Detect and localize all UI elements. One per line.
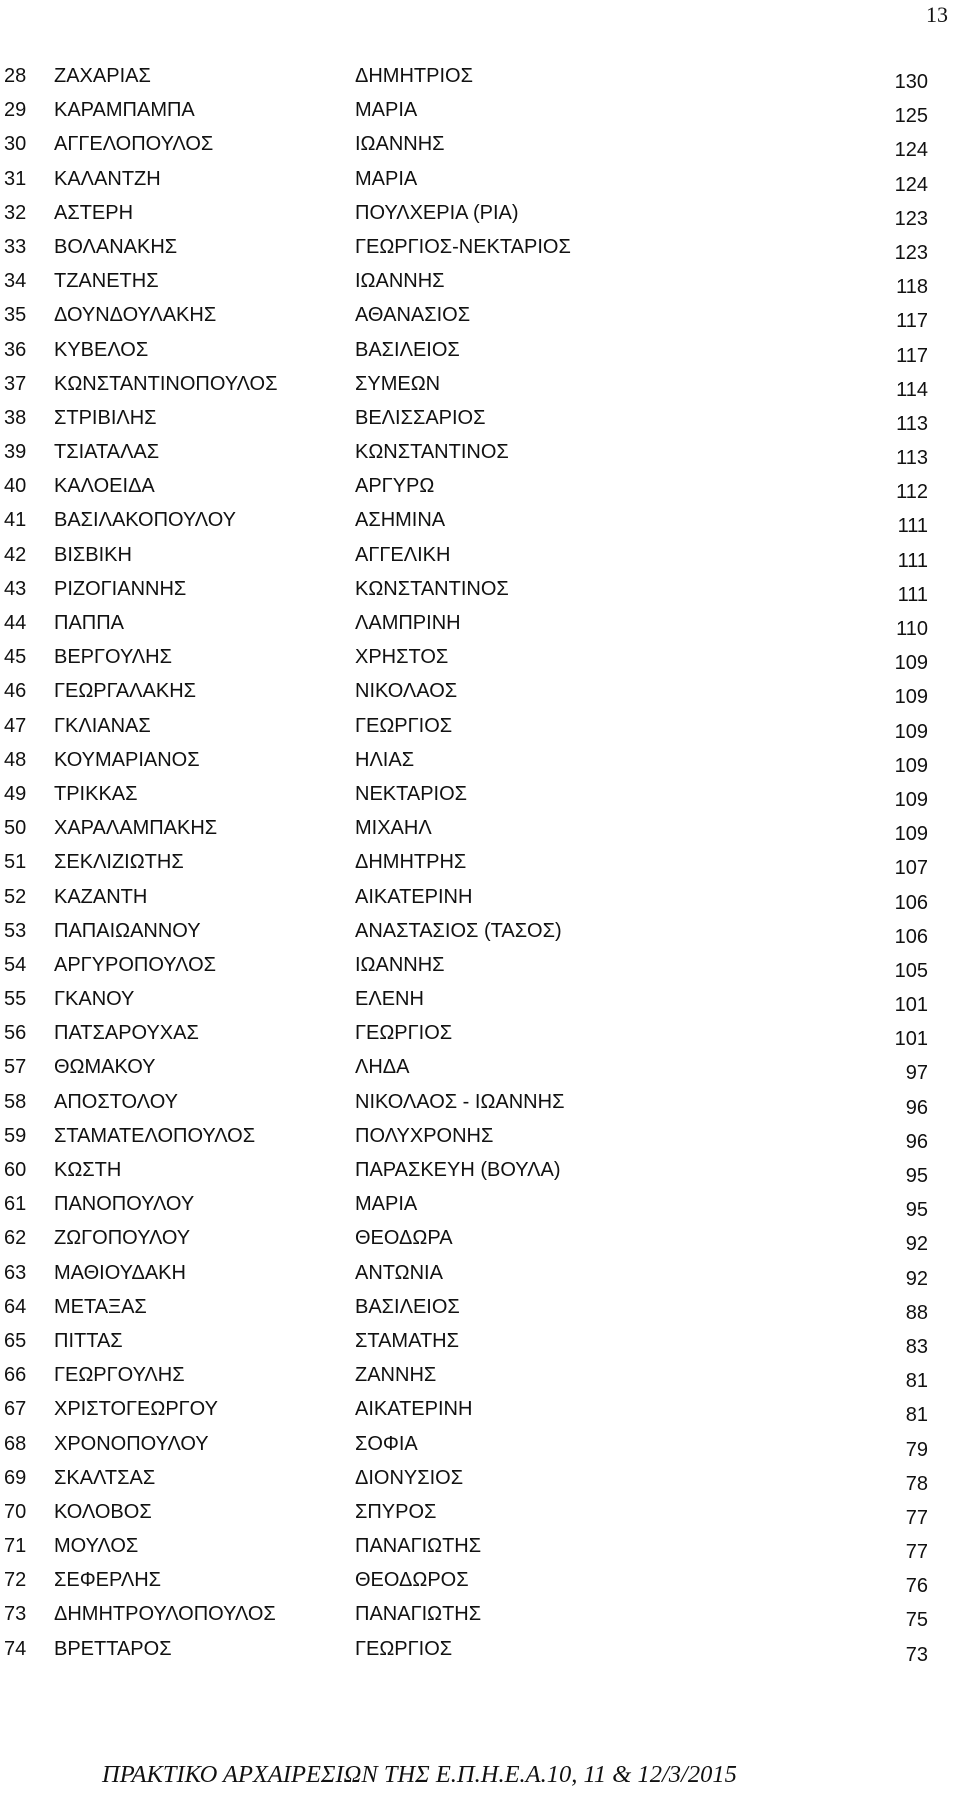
votes-cell: 111 (897, 583, 928, 606)
firstname-cell: ΛΗΔΑ (355, 1056, 410, 1079)
firstname-cell: ΓΕΩΡΓΙΟΣ-ΝΕΚΤΑΡΙΟΣ (355, 235, 571, 258)
votes-cell: 105 (894, 959, 928, 982)
firstname-cell: ΘΕΟΔΩΡΑ (355, 1227, 453, 1250)
surname-cell: ΚΑΛΑΝΤΖΗ (54, 167, 161, 190)
surname-cell: ΡΙΖΟΓΙΑΝΝΗΣ (54, 577, 187, 600)
votes-cell: 112 (896, 481, 928, 504)
row-number: 47 (4, 714, 27, 737)
table-row (0, 235, 960, 269)
surname-cell: ΠΑΝΟΠΟΥΛΟΥ (54, 1193, 195, 1216)
surname-cell: ΤΡΙΚΚΑΣ (54, 782, 138, 805)
row-number: 73 (4, 1603, 27, 1626)
table-row (0, 850, 960, 884)
votes-cell: 78 (905, 1472, 928, 1495)
firstname-cell: ΕΛΕΝΗ (355, 988, 424, 1011)
firstname-cell: ΘΕΟΔΩΡΟΣ (355, 1569, 469, 1592)
row-number: 49 (4, 782, 27, 805)
votes-cell: 109 (894, 788, 928, 811)
votes-cell: 111 (897, 549, 928, 572)
firstname-cell: ΣΟΦΙΑ (355, 1432, 418, 1455)
votes-cell: 109 (894, 823, 928, 846)
row-number: 67 (4, 1398, 27, 1421)
votes-cell: 88 (905, 1301, 928, 1324)
table-row (0, 1363, 960, 1397)
firstname-cell: ΝΙΚΟΛΑΟΣ (355, 680, 458, 703)
votes-cell: 123 (894, 207, 928, 230)
table-row (0, 782, 960, 816)
row-number: 60 (4, 1159, 27, 1181)
row-number: 53 (4, 919, 27, 942)
votes-cell: 75 (905, 1609, 928, 1632)
votes-cell: 118 (896, 276, 928, 299)
votes-cell: 130 (894, 71, 928, 93)
votes-cell: 111 (897, 515, 928, 538)
row-number: 40 (4, 475, 27, 498)
surname-cell: ΑΡΓΥΡΟΠΟΥΛΟΣ (54, 953, 217, 976)
table-row (0, 98, 960, 132)
votes-cell: 81 (905, 1404, 928, 1427)
table-row (0, 1226, 960, 1260)
surname-cell: ΚΩΝΣΤΑΝΤΙΝΟΠΟΥΛΟΣ (54, 372, 278, 395)
firstname-cell: ΖΑΝΝΗΣ (355, 1364, 437, 1387)
table-row (0, 201, 960, 235)
table-row (0, 440, 960, 474)
row-number: 61 (4, 1193, 27, 1216)
firstname-cell: ΑΝΑΣΤΑΣΙΟΣ (ΤΑΣΟΣ) (355, 919, 562, 942)
row-number: 42 (4, 543, 27, 566)
surname-cell: ΔΟΥΝΔΟΥΛΑΚΗΣ (54, 304, 217, 327)
firstname-cell: ΝΕΚΤΑΡΙΟΣ (355, 782, 468, 805)
table-row (0, 508, 960, 542)
firstname-cell: ΒΑΣΙΛΕΙΟΣ (355, 338, 460, 361)
surname-cell: ΚΥΒΕΛΟΣ (54, 338, 149, 361)
row-number: 30 (4, 133, 27, 156)
surname-cell: ΒΑΣΙΛΑΚΟΠΟΥΛΟΥ (54, 509, 236, 532)
candidate-list (0, 64, 960, 1671)
surname-cell: ΣΚΑΛΤΣΑΣ (54, 1466, 156, 1489)
table-row (0, 885, 960, 919)
row-number: 63 (4, 1261, 27, 1284)
table-row (0, 132, 960, 166)
row-number: 52 (4, 885, 27, 908)
votes-cell: 107 (894, 857, 928, 880)
table-row (0, 816, 960, 850)
row-number: 35 (4, 304, 27, 327)
surname-cell: ΠΙΤΤΑΣ (54, 1329, 123, 1352)
surname-cell: ΤΣΙΑΤΑΛΑΣ (54, 441, 160, 464)
firstname-cell: ΑΓΓΕΛΙΚΗ (355, 543, 451, 566)
votes-cell: 101 (894, 994, 928, 1017)
surname-cell: ΒΕΡΓΟΥΛΗΣ (54, 646, 172, 669)
votes-cell: 77 (905, 1541, 928, 1564)
surname-cell: ΓΕΩΡΓΟΥΛΗΣ (54, 1364, 185, 1387)
firstname-cell: ΠΟΛΥΧΡΟΝΗΣ (355, 1124, 494, 1147)
firstname-cell: ΠΟΥΛΧΕΡΙΑ (ΡΙΑ) (355, 201, 519, 224)
firstname-cell: ΗΛΙΑΣ (355, 748, 415, 771)
row-number: 58 (4, 1090, 27, 1113)
firstname-cell: ΔΙΟΝΥΣΙΟΣ (355, 1466, 464, 1489)
page-number: 13 (926, 2, 948, 27)
surname-cell: ΚΩΣΤΗ (54, 1159, 122, 1181)
row-number: 43 (4, 577, 27, 600)
table-row (0, 474, 960, 508)
surname-cell: ΚΟΥΜΑΡΙΑΝΟΣ (54, 748, 200, 771)
table-row (0, 919, 960, 953)
table-row (0, 1295, 960, 1329)
surname-cell: ΒΟΛΑΝΑΚΗΣ (54, 235, 178, 258)
row-number: 69 (4, 1466, 27, 1489)
votes-cell: 83 (905, 1335, 928, 1358)
votes-cell: 96 (905, 1130, 928, 1153)
surname-cell: ΑΣΤΕΡΗ (54, 201, 134, 224)
table-row (0, 406, 960, 440)
surname-cell: ΖΩΓΟΠΟΥΛΟΥ (54, 1227, 191, 1250)
row-number: 51 (4, 851, 27, 874)
firstname-cell: ΝΙΚΟΛΑΟΣ - ΙΩΑΝΝΗΣ (355, 1090, 565, 1113)
table-row (0, 748, 960, 782)
firstname-cell: ΣΥΜΕΩΝ (355, 372, 441, 395)
firstname-cell: ΔΗΜΗΤΡΗΣ (355, 851, 467, 874)
votes-cell: 123 (894, 241, 928, 264)
row-number: 74 (4, 1637, 27, 1660)
row-number: 39 (4, 441, 27, 464)
votes-cell: 77 (905, 1506, 928, 1529)
firstname-cell: ΔΗΜΗΤΡΙΟΣ (355, 65, 473, 87)
surname-cell: ΣΕΚΛΙΖΙΩΤΗΣ (54, 851, 184, 874)
surname-cell: ΔΗΜΗΤΡΟΥΛΟΠΟΥΛΟΣ (54, 1603, 276, 1626)
surname-cell: ΧΡΟΝΟΠΟΥΛΟΥ (54, 1432, 209, 1455)
surname-cell: ΜΑΘΙΟΥΔΑΚΗ (54, 1261, 186, 1284)
row-number: 62 (4, 1227, 27, 1250)
surname-cell: ΒΡΕΤΤΑΡΟΣ (54, 1637, 172, 1660)
votes-cell: 113 (896, 412, 928, 435)
votes-cell: 81 (905, 1370, 928, 1393)
surname-cell: ΧΑΡΑΛΑΜΠΑΚΗΣ (54, 817, 218, 840)
table-row (0, 1432, 960, 1466)
row-number: 71 (4, 1535, 27, 1558)
surname-cell: ΠΑΠΠΑ (54, 612, 125, 634)
firstname-cell: ΠΑΝΑΓΙΩΤΗΣ (355, 1603, 482, 1626)
votes-cell: 113 (896, 447, 928, 470)
firstname-cell: ΑΣΗΜΙΝΑ (355, 509, 446, 532)
surname-cell: ΣΤΑΜΑΤΕΛΟΠΟΥΛΟΣ (54, 1124, 256, 1147)
table-row (0, 269, 960, 303)
firstname-cell: ΙΩΑΝΝΗΣ (355, 133, 445, 156)
surname-cell: ΚΑΛΟΕΙΔΑ (54, 475, 155, 498)
votes-cell: 124 (894, 139, 928, 162)
table-row (0, 64, 960, 98)
table-row (0, 1637, 960, 1671)
surname-cell: ΜΟΥΛΟΣ (54, 1535, 139, 1558)
table-row (0, 1261, 960, 1295)
surname-cell: ΒΙΣΒΙΚΗ (54, 543, 132, 566)
firstname-cell: ΑΙΚΑΤΕΡΙΝΗ (355, 1398, 473, 1421)
table-row (0, 1021, 960, 1055)
row-number: 50 (4, 817, 27, 840)
row-number: 29 (4, 99, 27, 122)
document-footer: ΠΡΑΚΤΙΚΟ ΑΡΧΑΙΡΕΣΙΩΝ ΤΗΣ Ε.Π.Η.Ε.Α.10, 11 & 12/3/2015 (102, 1761, 737, 1788)
firstname-cell: ΑΝΤΩΝΙΑ (355, 1261, 443, 1284)
firstname-cell: ΚΩΝΣΤΑΝΤΙΝΟΣ (355, 441, 509, 464)
row-number: 32 (4, 201, 27, 224)
firstname-cell: ΒΑΣΙΛΕΙΟΣ (355, 1295, 460, 1318)
table-row (0, 543, 960, 577)
surname-cell: ΣΤΡΙΒΙΛΗΣ (54, 406, 157, 429)
table-row (0, 1192, 960, 1226)
surname-cell: ΣΕΦΕΡΛΗΣ (54, 1569, 162, 1592)
firstname-cell: ΑΡΓΥΡΩ (355, 475, 435, 498)
votes-cell: 124 (894, 173, 928, 196)
table-row (0, 1534, 960, 1568)
votes-cell: 79 (905, 1438, 928, 1461)
surname-cell: ΚΟΛΟΒΟΣ (54, 1500, 152, 1523)
table-row (0, 167, 960, 201)
surname-cell: ΓΚΛΙΑΝΑΣ (54, 714, 151, 737)
votes-cell: 106 (894, 925, 928, 948)
row-number: 64 (4, 1295, 27, 1318)
votes-cell: 110 (896, 618, 928, 640)
firstname-cell: ΜΑΡΙΑ (355, 99, 418, 122)
votes-cell: 114 (896, 378, 928, 401)
firstname-cell: ΙΩΑΝΝΗΣ (355, 953, 445, 976)
table-row (0, 1090, 960, 1124)
table-row (0, 987, 960, 1021)
row-number: 38 (4, 406, 27, 429)
firstname-cell: ΒΕΛΙΣΣΑΡΙΟΣ (355, 406, 486, 429)
row-number: 66 (4, 1364, 27, 1387)
row-number: 37 (4, 372, 27, 395)
surname-cell: ΤΖΑΝΕΤΗΣ (54, 270, 159, 293)
firstname-cell: ΜΙΧΑΗΛ (355, 817, 432, 840)
table-row (0, 953, 960, 987)
surname-cell: ΓΕΩΡΓΑΛΑΚΗΣ (54, 680, 197, 703)
surname-cell: ΠΑΤΣΑΡΟΥΧΑΣ (54, 1022, 199, 1045)
firstname-cell: ΙΩΑΝΝΗΣ (355, 270, 445, 293)
row-number: 65 (4, 1329, 27, 1352)
votes-cell: 109 (894, 686, 928, 709)
surname-cell: ΜΕΤΑΞΑΣ (54, 1295, 147, 1318)
votes-cell: 96 (905, 1096, 928, 1119)
table-row (0, 303, 960, 337)
row-number: 41 (4, 509, 27, 532)
votes-cell: 109 (894, 652, 928, 675)
surname-cell: ΧΡΙΣΤΟΓΕΩΡΓΟΥ (54, 1398, 218, 1421)
firstname-cell: ΜΑΡΙΑ (355, 167, 418, 190)
votes-cell: 125 (894, 105, 928, 128)
row-number: 72 (4, 1569, 27, 1592)
row-number: 48 (4, 748, 27, 771)
table-row (0, 1602, 960, 1636)
firstname-cell: ΚΩΝΣΤΑΝΤΙΝΟΣ (355, 577, 509, 600)
firstname-cell: ΑΙΚΑΤΕΡΙΝΗ (355, 885, 473, 908)
surname-cell: ΘΩΜΑΚΟΥ (54, 1056, 156, 1079)
row-number: 28 (4, 65, 27, 87)
surname-cell: ΑΓΓΕΛΟΠΟΥΛΟΣ (54, 133, 214, 156)
surname-cell: ΖΑΧΑΡΙΑΣ (54, 65, 151, 87)
table-row (0, 1124, 960, 1158)
votes-cell: 76 (905, 1575, 928, 1598)
table-row (0, 1055, 960, 1089)
table-row (0, 645, 960, 679)
row-number: 54 (4, 953, 27, 976)
row-number: 46 (4, 680, 27, 703)
votes-cell: 106 (894, 891, 928, 914)
firstname-cell: ΣΠΥΡΟΣ (355, 1500, 437, 1523)
table-row (0, 679, 960, 713)
firstname-cell: ΛΑΜΠΡΙΝΗ (355, 612, 461, 634)
votes-cell: 109 (894, 720, 928, 743)
row-number: 34 (4, 270, 27, 293)
votes-cell: 92 (905, 1267, 928, 1290)
row-number: 36 (4, 338, 27, 361)
table-row (0, 1500, 960, 1534)
surname-cell: ΓΚΑΝΟΥ (54, 988, 135, 1011)
firstname-cell: ΓΕΩΡΓΙΟΣ (355, 1637, 453, 1660)
table-row (0, 372, 960, 406)
surname-cell: ΠΑΠΑΙΩΑΝΝΟΥ (54, 919, 201, 942)
firstname-cell: ΣΤΑΜΑΤΗΣ (355, 1329, 459, 1352)
row-number: 55 (4, 988, 27, 1011)
firstname-cell: ΓΕΩΡΓΙΟΣ (355, 1022, 453, 1045)
surname-cell: ΑΠΟΣΤΟΛΟΥ (54, 1090, 178, 1113)
votes-cell: 95 (905, 1199, 928, 1222)
firstname-cell: ΓΕΩΡΓΙΟΣ (355, 714, 453, 737)
row-number: 45 (4, 646, 27, 669)
surname-cell: ΚΑΖΑΝΤΗ (54, 885, 148, 908)
table-row (0, 611, 960, 645)
row-number: 68 (4, 1432, 27, 1455)
firstname-cell: ΧΡΗΣΤΟΣ (355, 646, 449, 669)
votes-cell: 109 (894, 754, 928, 777)
votes-cell: 73 (905, 1643, 928, 1666)
surname-cell: ΚΑΡΑΜΠΑΜΠΑ (54, 99, 195, 122)
votes-cell: 95 (905, 1165, 928, 1187)
row-number: 70 (4, 1500, 27, 1523)
votes-cell: 101 (894, 1028, 928, 1051)
row-number: 31 (4, 167, 27, 190)
row-number: 56 (4, 1022, 27, 1045)
firstname-cell: ΠΑΡΑΣΚΕΥΗ (ΒΟΥΛΑ) (355, 1159, 561, 1181)
firstname-cell: ΠΑΝΑΓΙΩΤΗΣ (355, 1535, 482, 1558)
row-number: 57 (4, 1056, 27, 1079)
row-number: 33 (4, 235, 27, 258)
table-row (0, 714, 960, 748)
table-row (0, 338, 960, 372)
table-row (0, 577, 960, 611)
firstname-cell: ΜΑΡΙΑ (355, 1193, 418, 1216)
votes-cell: 97 (905, 1062, 928, 1085)
row-number: 44 (4, 612, 27, 634)
votes-cell: 92 (905, 1233, 928, 1256)
votes-cell: 117 (896, 344, 928, 367)
row-number: 59 (4, 1124, 27, 1147)
table-row (0, 1466, 960, 1500)
table-row (0, 1158, 960, 1192)
table-row (0, 1329, 960, 1363)
votes-cell: 117 (896, 310, 928, 333)
table-row (0, 1568, 960, 1602)
firstname-cell: ΑΘΑΝΑΣΙΟΣ (355, 304, 471, 327)
table-row (0, 1397, 960, 1431)
